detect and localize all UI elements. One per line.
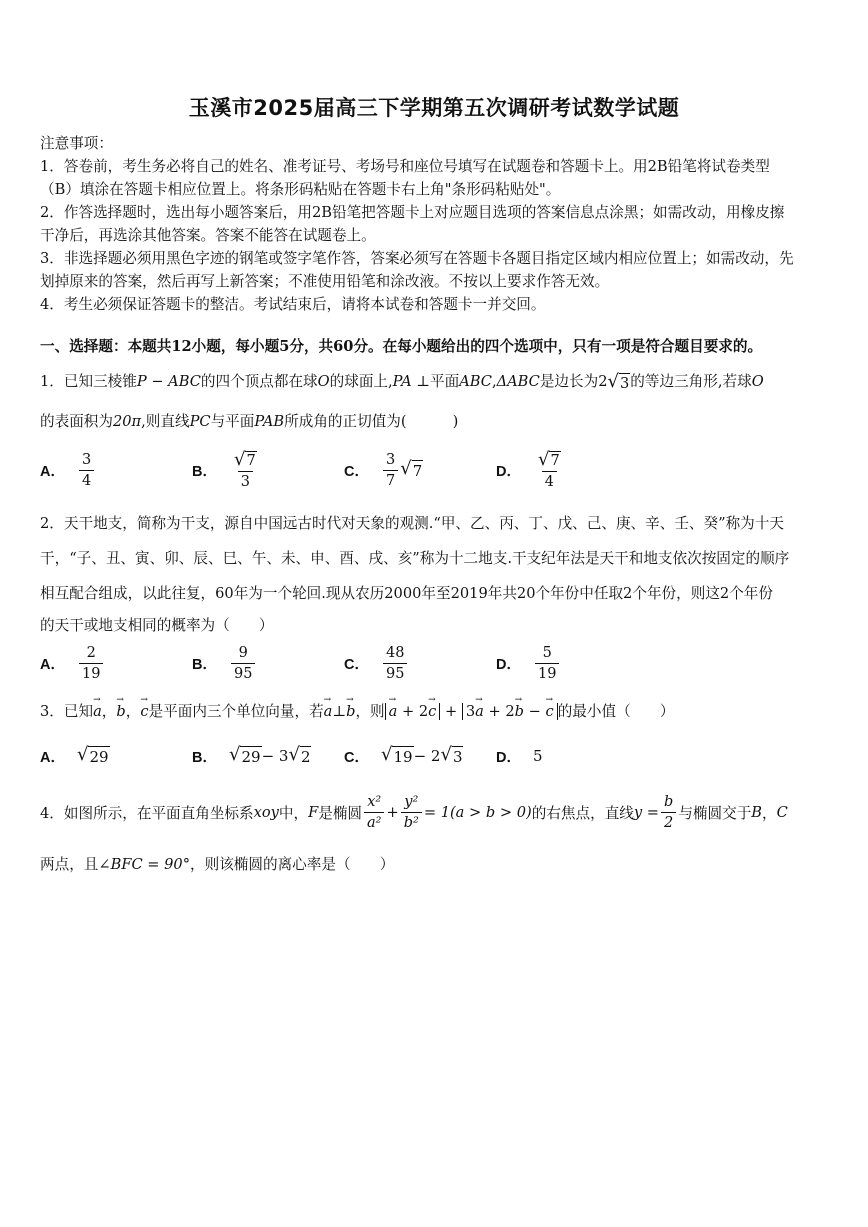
option-a[interactable]: A． √ 29 bbox=[40, 744, 109, 766]
abs-expression: 3→ a + 2→ b − → c bbox=[462, 703, 558, 720]
question-1-line-1: 1．已知三棱锥P − ABC的四个顶点都在球O的球面上,PA ⊥平面ABC,ΔABC是边长为2 √ 3 的等边三角形,若球O bbox=[40, 370, 764, 392]
option-b[interactable]: B． $\frac{9}{95}$ bbox=[192, 638, 257, 688]
option-b[interactable]: B． √ 7 3 bbox=[192, 448, 256, 490]
abs-expression: → a + 2→ c bbox=[385, 703, 441, 720]
option-a[interactable]: A． $\frac{3}{4}$ bbox=[40, 445, 96, 495]
question-2-line: 的天干或地支相同的概率为（ ） bbox=[40, 617, 274, 634]
option-c[interactable]: C． √ 19 − 2 √ 3 bbox=[344, 744, 463, 766]
question-4-line-2: 两点，且∠BFC = 90°，则该椭圆的离心率是（ ） bbox=[40, 856, 395, 873]
section-heading: 一、选择题：本题共12小题，每小题5分，共60分。在每小题给出的四个选项中，只有一项是符合题目要求的。 bbox=[40, 338, 763, 355]
notice-heading: 注意事项： bbox=[40, 135, 113, 152]
question-3-options bbox=[40, 731, 820, 781]
question-1-line-2: 的表面积为20π,则直线PC与平面PAB所成角的正切值为( ) bbox=[40, 413, 459, 430]
option-d[interactable]: D． 5 bbox=[496, 747, 543, 766]
option-d[interactable]: D． √ 7 4 bbox=[496, 448, 560, 490]
notice-item: 2．作答选择题时，选出每小题答案后，用2B铅笔把答题卡上对应题目选项的答案信息点涂黑；如需改动，用橡皮擦 bbox=[40, 204, 785, 221]
notice-item: （B）填涂在答题卡相应位置上。将条形码粘贴在答题卡右上角"条形码粘贴处"。 bbox=[40, 181, 561, 198]
option-c[interactable]: C． $\frac{3}{7}$ √ 7 bbox=[344, 451, 423, 489]
option-b[interactable]: B． √ 29 − 3 √ 2 bbox=[192, 744, 311, 766]
question-4-line-1: 4．如图所示，在平面直角坐标系 xoy 中， F 是椭圆 $\frac{\text{x²}}{\text{a²}}$ + $\frac{\text{y²}}{\text{b²}}$ = 1(a > b > 0) 的右焦点，直线 y = $\frac{b}{2}$ 与椭圆交于 B ， C bbox=[40, 793, 788, 831]
question-1-options bbox=[40, 445, 820, 495]
sqrt-expression: √ 3 bbox=[607, 370, 630, 392]
notice-item: 4．考生必须保证答题卡的整洁。考试结束后，请将本试卷和答题卡一并交回。 bbox=[40, 296, 546, 313]
notice-item: 1．答卷前，考生务必将自己的姓名、准考证号、考场号和座位号填写在试题卷和答题卡上。用2B铅笔将试卷类型 bbox=[40, 158, 770, 175]
notice-item: 3．非选择题必须用黑色字迹的钢笔或签字笔作答，答案必须写在答题卡各题目指定区域内相应位置上；如需改动，先 bbox=[40, 250, 794, 267]
question-2-line: 干，“子、丑、寅、卯、辰、巳、午、未、申、酉、戌、亥”称为十二地支.干支纪年法是天干和地支依次按固定的顺序 bbox=[40, 550, 790, 567]
option-d[interactable]: D． $\frac{5}{19}$ bbox=[496, 638, 561, 688]
page-title: 玉溪市2025届高三下学期第五次调研考试数学试题 bbox=[188, 96, 680, 120]
question-3-line: 3．已知→ a，→ b，→ c是平面内三个单位向量，若→ a⊥→ b，则→ a + 2→ c + 3→ a + 2→ b − → c 的最小值（ ） bbox=[40, 700, 674, 721]
question-2-line: 相互配合组成，以此往复，60年为一个轮回.现从农历2000年至2019年共20个年份中任取2个年份，则这2个年份 bbox=[40, 585, 773, 602]
option-a[interactable]: A． $\frac{2}{19}$ bbox=[40, 638, 105, 688]
option-c[interactable]: C． $\frac{48}{95}$ bbox=[344, 638, 409, 688]
notice-item: 划掉原来的答案，然后再写上新答案；不准使用铅笔和涂改液。不按以上要求作答无效。 bbox=[40, 273, 610, 290]
notice-item: 干净后，再选涂其他答案。答案不能答在试题卷上。 bbox=[40, 227, 376, 244]
question-2-line: 2．天干地支，简称为干支，源自中国远古时代对天象的观测.“甲、乙、丙、丁、戊、己、庚、辛、壬、癸”称为十天 bbox=[40, 515, 784, 532]
question-2-options bbox=[40, 638, 820, 688]
